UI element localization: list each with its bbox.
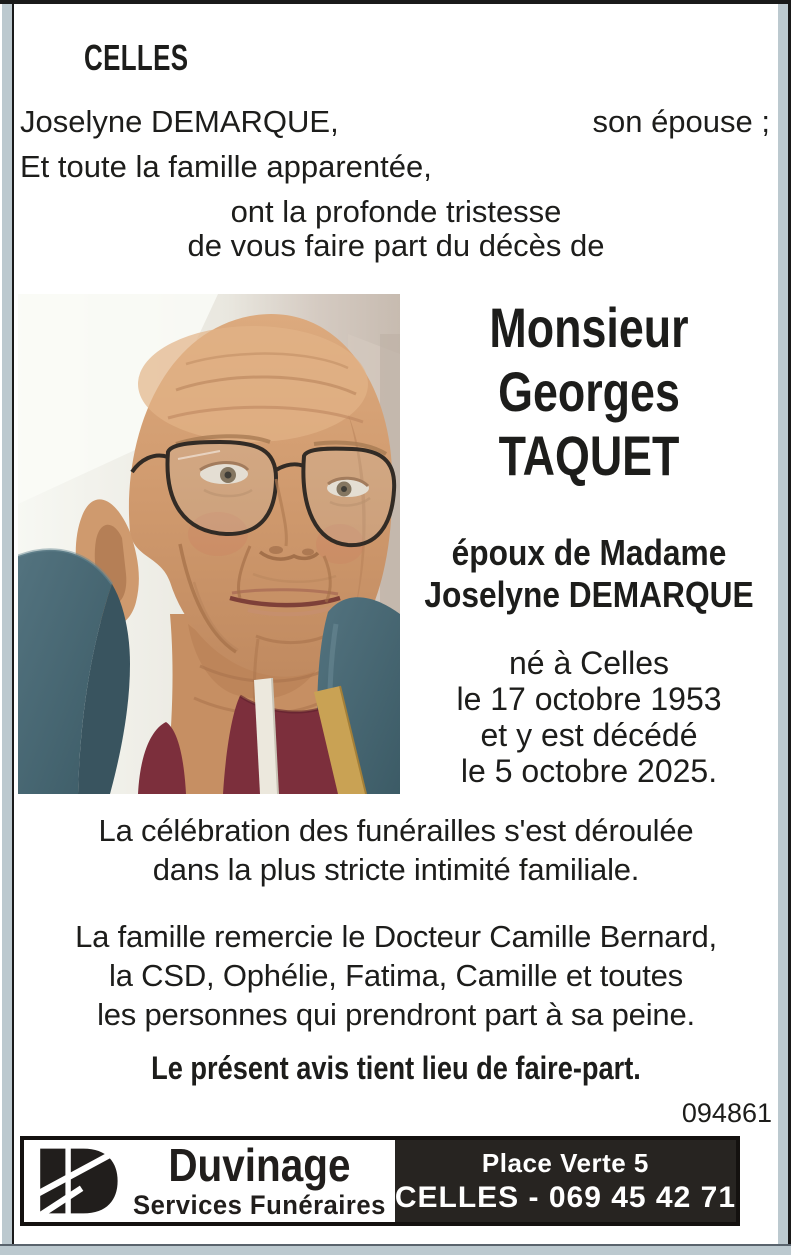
notice-content xyxy=(14,4,778,1129)
spouse-line-1: époux de Madame xyxy=(451,532,727,573)
deceased-last-name: TAQUET xyxy=(498,424,680,487)
page-edge-left xyxy=(2,4,12,1244)
company-name: Duvinage xyxy=(168,1139,351,1191)
intro-line-1: ont la profonde tristesse xyxy=(230,194,562,229)
page-edge-bottom xyxy=(0,1246,791,1255)
birth-place-line: né à Celles xyxy=(508,645,670,681)
announcer-name: Joselyne DEMARQUE, xyxy=(20,104,339,139)
family-line: Et toute la famille apparentée, xyxy=(20,149,432,184)
duvinage-logo-icon xyxy=(32,1145,124,1217)
ceremony-line-2: dans la plus stricte intimité familiale. xyxy=(152,852,640,887)
thanks-line-1: La famille remercie le Docteur Camille Bernard, xyxy=(75,919,717,954)
announcer-row xyxy=(14,104,778,140)
thanks-line-2: la CSD, Ophélie, Fatima, Camille et toutes xyxy=(109,958,683,993)
company-subtitle: Services Funéraires xyxy=(132,1190,386,1220)
thanks-paragraph xyxy=(14,917,778,1034)
announcer-relation: son épouse ; xyxy=(592,104,770,139)
ceremony-paragraph xyxy=(14,811,778,889)
deceased-title: Monsieur xyxy=(489,296,689,359)
thanks-line-3: les personnes qui prendront part à sa peine. xyxy=(97,997,695,1032)
intro-line-2: de vous faire part du décès de xyxy=(187,228,605,263)
ceremony-line-1: La célébration des funérailles s'est déroulée xyxy=(98,813,694,848)
death-date-line: le 5 octobre 2025. xyxy=(460,753,718,789)
brand-text xyxy=(124,1139,395,1220)
footer-address: Place Verte 5 xyxy=(481,1148,649,1178)
reference-number: 094861 xyxy=(681,1098,772,1128)
spouse-line-2: Joselyne DEMARQUE xyxy=(424,574,754,615)
birth-date-line: le 17 octobre 1953 xyxy=(456,681,722,717)
closing-line: Le présent avis tient lieu de faire-part. xyxy=(151,1050,641,1086)
footer-brand-section xyxy=(24,1140,395,1222)
place-title: CELLES xyxy=(84,37,189,78)
death-place-line: et y est décédé xyxy=(480,717,698,753)
life-dates-block xyxy=(400,645,778,789)
deceased-first-name: Georges xyxy=(498,360,680,423)
spouse-block xyxy=(400,532,778,616)
portrait-photo xyxy=(18,294,400,794)
funeral-home-footer xyxy=(20,1136,740,1226)
footer-city-phone: CELLES - 069 45 42 71 xyxy=(394,1181,736,1214)
main-block xyxy=(14,294,778,794)
footer-contact-section xyxy=(395,1140,736,1222)
deceased-column xyxy=(400,294,778,794)
page-edge-right xyxy=(778,4,788,1244)
